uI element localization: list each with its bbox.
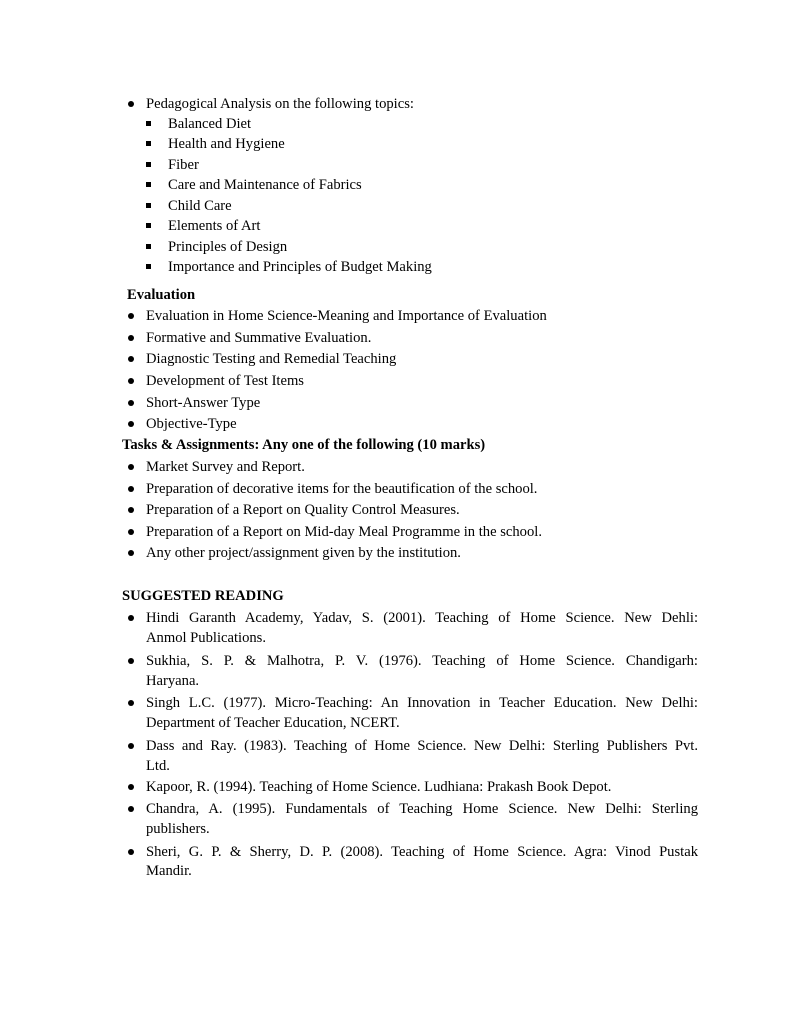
reference-line1: Hindi Garanth Academy, Yadav, S. (2001). Teaching of Home Science. New Dehli: <box>146 610 698 626</box>
square-bullet-icon <box>146 264 151 269</box>
topic-item: Care and Maintenance of Fabrics <box>168 177 362 193</box>
pedagogical-heading: Pedagogical Analysis on the following topics: <box>146 96 414 112</box>
task-item: Market Survey and Report. <box>146 459 305 475</box>
reference-line2: publishers. <box>146 821 210 837</box>
reference-line1: Dass and Ray. (1983). Teaching of Home Science. New Delhi: Sterling Publishers Pvt. <box>146 738 698 754</box>
reading-heading: SUGGESTED READING <box>122 588 284 604</box>
bullet-icon <box>128 784 134 790</box>
bullet-icon <box>128 849 134 855</box>
bullet-icon <box>128 378 134 384</box>
task-item: Preparation of a Report on Quality Control Measures. <box>146 502 460 518</box>
bullet-icon <box>128 658 134 664</box>
reference-line2: Mandir. <box>146 863 192 879</box>
reference-line1: Sukhia, S. P. & Malhotra, P. V. (1976). Teaching of Home Science. Chandigarh: <box>146 653 698 669</box>
reference-line1: Chandra, A. (1995). Fundamentals of Teaching Home Science. New Delhi: Sterling <box>146 801 698 817</box>
bullet-icon <box>128 529 134 535</box>
evaluation-item: Formative and Summative Evaluation. <box>146 330 372 346</box>
square-bullet-icon <box>146 203 151 208</box>
square-bullet-icon <box>146 182 151 187</box>
bullet-icon <box>128 806 134 812</box>
bullet-icon <box>128 335 134 341</box>
bullet-icon <box>128 507 134 513</box>
topic-item: Principles of Design <box>168 239 288 255</box>
topic-item: Elements of Art <box>168 218 261 234</box>
bullet-icon <box>128 101 134 107</box>
square-bullet-icon <box>146 162 151 167</box>
topic-item: Importance and Principles of Budget Making <box>168 259 432 275</box>
square-bullet-icon <box>146 223 151 228</box>
task-item: Any other project/assignment given by the institution. <box>146 545 461 561</box>
bullet-icon <box>128 356 134 362</box>
reference-line2: Ltd. <box>146 758 170 774</box>
evaluation-item: Short-Answer Type <box>146 395 261 411</box>
square-bullet-icon <box>146 244 151 249</box>
evaluation-item: Diagnostic Testing and Remedial Teaching <box>146 351 397 367</box>
topic-item: Fiber <box>168 157 199 173</box>
bullet-icon <box>128 615 134 621</box>
evaluation-item: Objective-Type <box>146 416 237 432</box>
reference-line1: Sheri, G. P. & Sherry, D. P. (2008). Teaching of Home Science. Agra: Vinod Pustak <box>146 844 698 860</box>
topic-item: Health and Hygiene <box>168 136 285 152</box>
task-item: Preparation of a Report on Mid-day Meal Programme in the school. <box>146 524 542 540</box>
evaluation-item: Development of Test Items <box>146 373 304 389</box>
tasks-heading: Tasks & Assignments: Any one of the following (10 marks) <box>122 437 486 453</box>
reference-line1: Kapoor, R. (1994). Teaching of Home Science. Ludhiana: Prakash Book Depot. <box>146 779 612 795</box>
bullet-icon <box>128 700 134 706</box>
topic-item: Balanced Diet <box>168 116 252 132</box>
reference-line1: Singh L.C. (1977). Micro-Teaching: An Innovation in Teacher Education. New Delhi: <box>146 695 698 711</box>
bullet-icon <box>128 400 134 406</box>
task-item: Preparation of decorative items for the beautification of the school. <box>146 481 538 497</box>
reference-line2: Anmol Publications. <box>146 630 266 646</box>
bullet-icon <box>128 743 134 749</box>
bullet-icon <box>128 550 134 556</box>
topic-item: Child Care <box>168 198 232 214</box>
evaluation-item: Evaluation in Home Science-Meaning and Importance of Evaluation <box>146 308 547 324</box>
bullet-icon <box>128 421 134 427</box>
bullet-icon <box>128 313 134 319</box>
square-bullet-icon <box>146 141 151 146</box>
bullet-icon <box>128 464 134 470</box>
square-bullet-icon <box>146 121 151 126</box>
reference-line2: Department of Teacher Education, NCERT. <box>146 715 400 731</box>
evaluation-heading: Evaluation <box>127 287 196 303</box>
bullet-icon <box>128 486 134 492</box>
reference-line2: Haryana. <box>146 673 200 689</box>
